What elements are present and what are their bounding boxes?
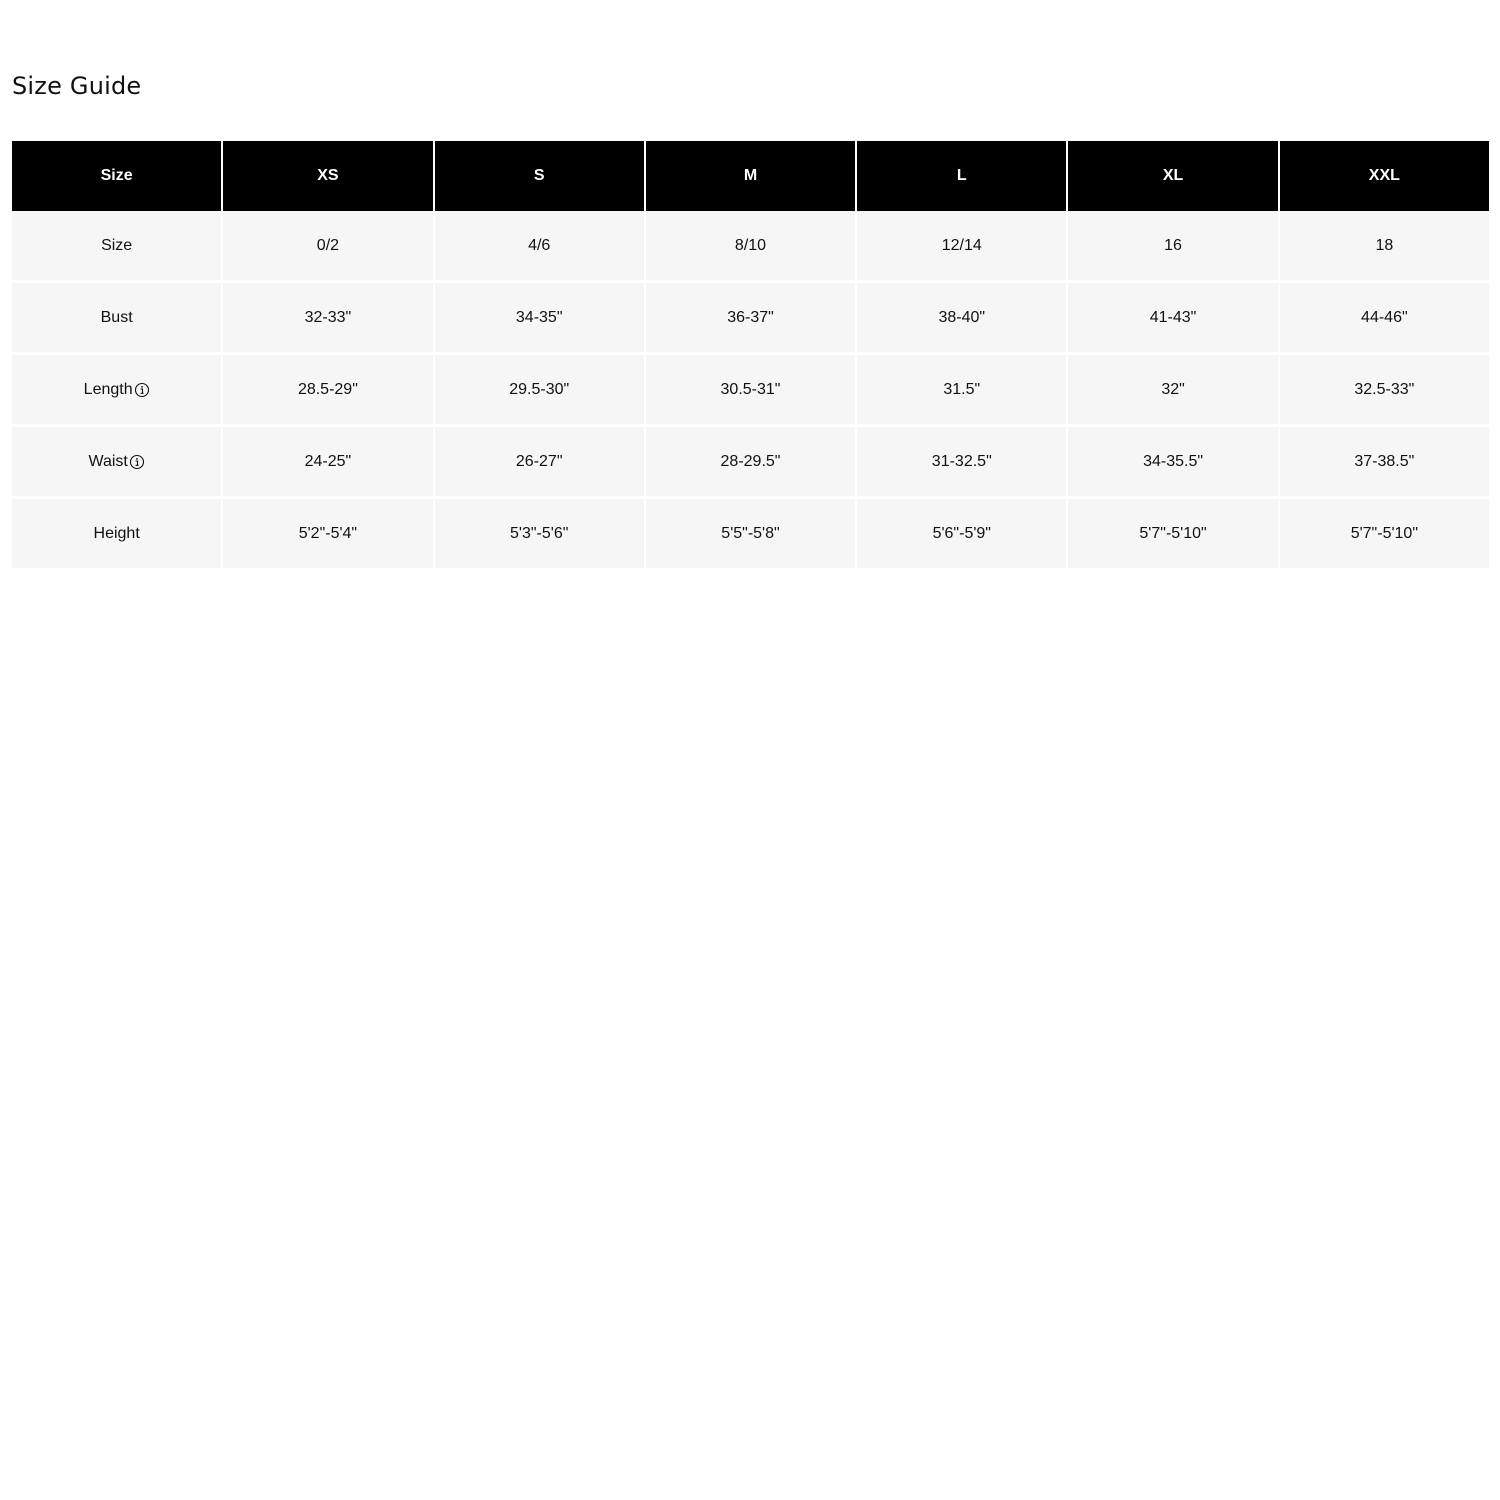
table-cell: 0/2: [223, 211, 432, 280]
table-cell: 5'7"-5'10": [1068, 499, 1277, 568]
table-cell: 32.5-33": [1280, 355, 1489, 424]
info-icon[interactable]: [134, 382, 150, 398]
row-label-text: Waist: [88, 452, 128, 470]
size-guide-table: [12, 141, 1489, 568]
page-title: Size Guide: [12, 72, 142, 100]
row-label-length: [12, 355, 221, 424]
table-cell: 18: [1280, 211, 1489, 280]
table-cell: 31.5": [857, 355, 1066, 424]
table-cell: 37-38.5": [1280, 427, 1489, 496]
table-cell: 5'5"-5'8": [646, 499, 855, 568]
row-label-bust: [12, 283, 221, 352]
table-cell: 34-35.5": [1068, 427, 1277, 496]
table-cell: 5'2"-5'4": [223, 499, 432, 568]
table-cell: 38-40": [857, 283, 1066, 352]
table-cell: 5'3"-5'6": [435, 499, 644, 568]
row-label-size: [12, 211, 221, 280]
table-cell: 41-43": [1068, 283, 1277, 352]
row-label-text: Bust: [100, 308, 133, 326]
table-cell: 4/6: [435, 211, 644, 280]
table-cell: 28.5-29": [223, 355, 432, 424]
table-cell: 32-33": [223, 283, 432, 352]
header-cell-size: Size: [12, 141, 221, 211]
table-cell: 24-25": [223, 427, 432, 496]
row-label-text: Length: [83, 380, 133, 398]
table-cell: 16: [1068, 211, 1277, 280]
header-cell-xs: XS: [223, 141, 432, 211]
table-cell: 30.5-31": [646, 355, 855, 424]
info-icon[interactable]: [129, 454, 145, 470]
table-cell: 5'6"-5'9": [857, 499, 1066, 568]
table-cell: 36-37": [646, 283, 855, 352]
table-cell: 8/10: [646, 211, 855, 280]
row-label-height: [12, 499, 221, 568]
header-cell-m: M: [646, 141, 855, 211]
table-cell: 12/14: [857, 211, 1066, 280]
table-cell: 28-29.5": [646, 427, 855, 496]
header-cell-xxl: XXL: [1280, 141, 1489, 211]
table-cell: 44-46": [1280, 283, 1489, 352]
table-cell: 26-27": [435, 427, 644, 496]
header-cell-xl: XL: [1068, 141, 1277, 211]
header-cell-l: L: [857, 141, 1066, 211]
header-cell-s: S: [435, 141, 644, 211]
table-cell: 5'7"-5'10": [1280, 499, 1489, 568]
row-label-waist: [12, 427, 221, 496]
table-cell: 34-35": [435, 283, 644, 352]
table-cell: 29.5-30": [435, 355, 644, 424]
table-cell: 32": [1068, 355, 1277, 424]
table-cell: 31-32.5": [857, 427, 1066, 496]
row-label-text: Size: [101, 236, 133, 254]
row-label-text: Height: [93, 524, 140, 542]
